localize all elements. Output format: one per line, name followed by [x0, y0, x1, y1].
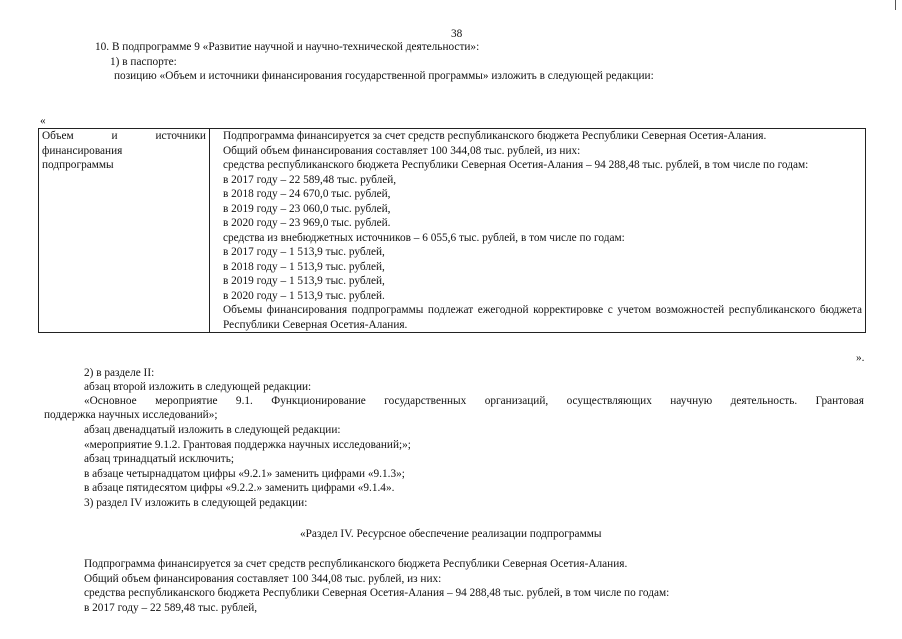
label-word: источники [155, 130, 206, 142]
label-cell [39, 129, 210, 333]
label-word: и [111, 130, 118, 142]
passport-table [38, 128, 866, 333]
content-cell [210, 129, 866, 333]
section-heading: «Раздел IV. Ресурсное обеспечение реализации подпрограммы [300, 528, 602, 540]
table-line: в 2019 году – 23 060,0 тыс. рублей, [223, 202, 391, 215]
table-line: средства из внебюджетных источников – 6 055,6 тыс. рублей, в том числе по годам: [223, 231, 625, 244]
label-line-3: подпрограммы [42, 159, 114, 171]
scan-edge-mark [895, 0, 896, 10]
label-word: Объем [42, 130, 74, 142]
body-line: в 2017 году – 22 589,48 тыс. рублей, [84, 602, 258, 614]
table-row [39, 129, 866, 333]
item-1-text: позицию «Объем и источники финансирования государственной программы» изложить в следующей редакции: [114, 70, 654, 82]
page-number: 38 [451, 28, 463, 40]
paragraph: «Основное мероприятие 9.1. Функционирование государственных организаций, осуществляющих научную деятельность. Грантовая [84, 395, 864, 407]
body-line: Общий объем финансирования составляет 100 344,08 тыс. рублей, из них: [84, 573, 442, 585]
paragraph: абзац второй изложить в следующей редакции: [84, 381, 312, 393]
table-line: в 2017 году – 22 589,48 тыс. рублей, [223, 173, 397, 186]
table-line: Подпрограмма финансируется за счет средств республиканского бюджета Республики Северная Осетия-Алания. [223, 130, 767, 142]
paragraph: абзац тринадцатый исключить; [84, 453, 234, 465]
section-10-title: 10. В подпрограмме 9 «Развитие научной и научно-технической деятельности»: [95, 41, 480, 53]
table-line: в 2020 году – 23 969,0 тыс. рублей. [223, 217, 391, 229]
table-line: Объемы финансирования подпрограммы подлежат ежегодной корректировке с учетом возможностей республиканского бюджета Республики Северная Осетия-Алания. [223, 304, 862, 331]
close-quote: ». [856, 352, 865, 364]
paragraph: абзац двенадцатый изложить в следующей редакции: [84, 424, 341, 436]
item-2: 2) в разделе II: [84, 367, 155, 379]
label-line-2: финансирования [42, 144, 123, 157]
open-quote: « [40, 115, 46, 127]
table-line: в 2019 году – 1 513,9 тыс. рублей, [223, 275, 385, 287]
table-line: в 2018 году – 24 670,0 тыс. рублей, [223, 188, 391, 200]
item-1: 1) в паспорте: [110, 56, 177, 68]
paragraph: поддержка научных исследований»; [44, 409, 218, 421]
paragraph: «мероприятие 9.1.2. Грантовая поддержка научных исследований;»; [84, 439, 411, 451]
paragraph: в абзаце четырнадцатом цифры «9.2.1» заменить цифрами «9.1.3»; [84, 468, 405, 480]
table-line: в 2017 году – 1 513,9 тыс. рублей, [223, 246, 385, 258]
table-line: Общий объем финансирования составляет 100 344,08 тыс. рублей, из них: [223, 144, 581, 157]
paragraph: в абзаце пятидесятом цифры «9.2.2.» заменить цифрами «9.1.4». [84, 482, 395, 494]
body-line: средства республиканского бюджета Республики Северная Осетия-Алания – 94 288,48 тыс. рублей, в том числе по годам: [84, 587, 670, 599]
body-line: Подпрограмма финансируется за счет средств республиканского бюджета Республики Северная Осетия-Алания. [84, 558, 628, 570]
label-line-1 [42, 129, 206, 144]
table-line: средства республиканского бюджета Республики Северная Осетия-Алания – 94 288,48 тыс. рублей, в том числе по годам: [223, 159, 809, 171]
table-line: в 2018 году – 1 513,9 тыс. рублей, [223, 260, 385, 273]
item-3: 3) раздел IV изложить в следующей редакции: [84, 497, 308, 509]
table-line: в 2020 году – 1 513,9 тыс. рублей. [223, 289, 385, 302]
